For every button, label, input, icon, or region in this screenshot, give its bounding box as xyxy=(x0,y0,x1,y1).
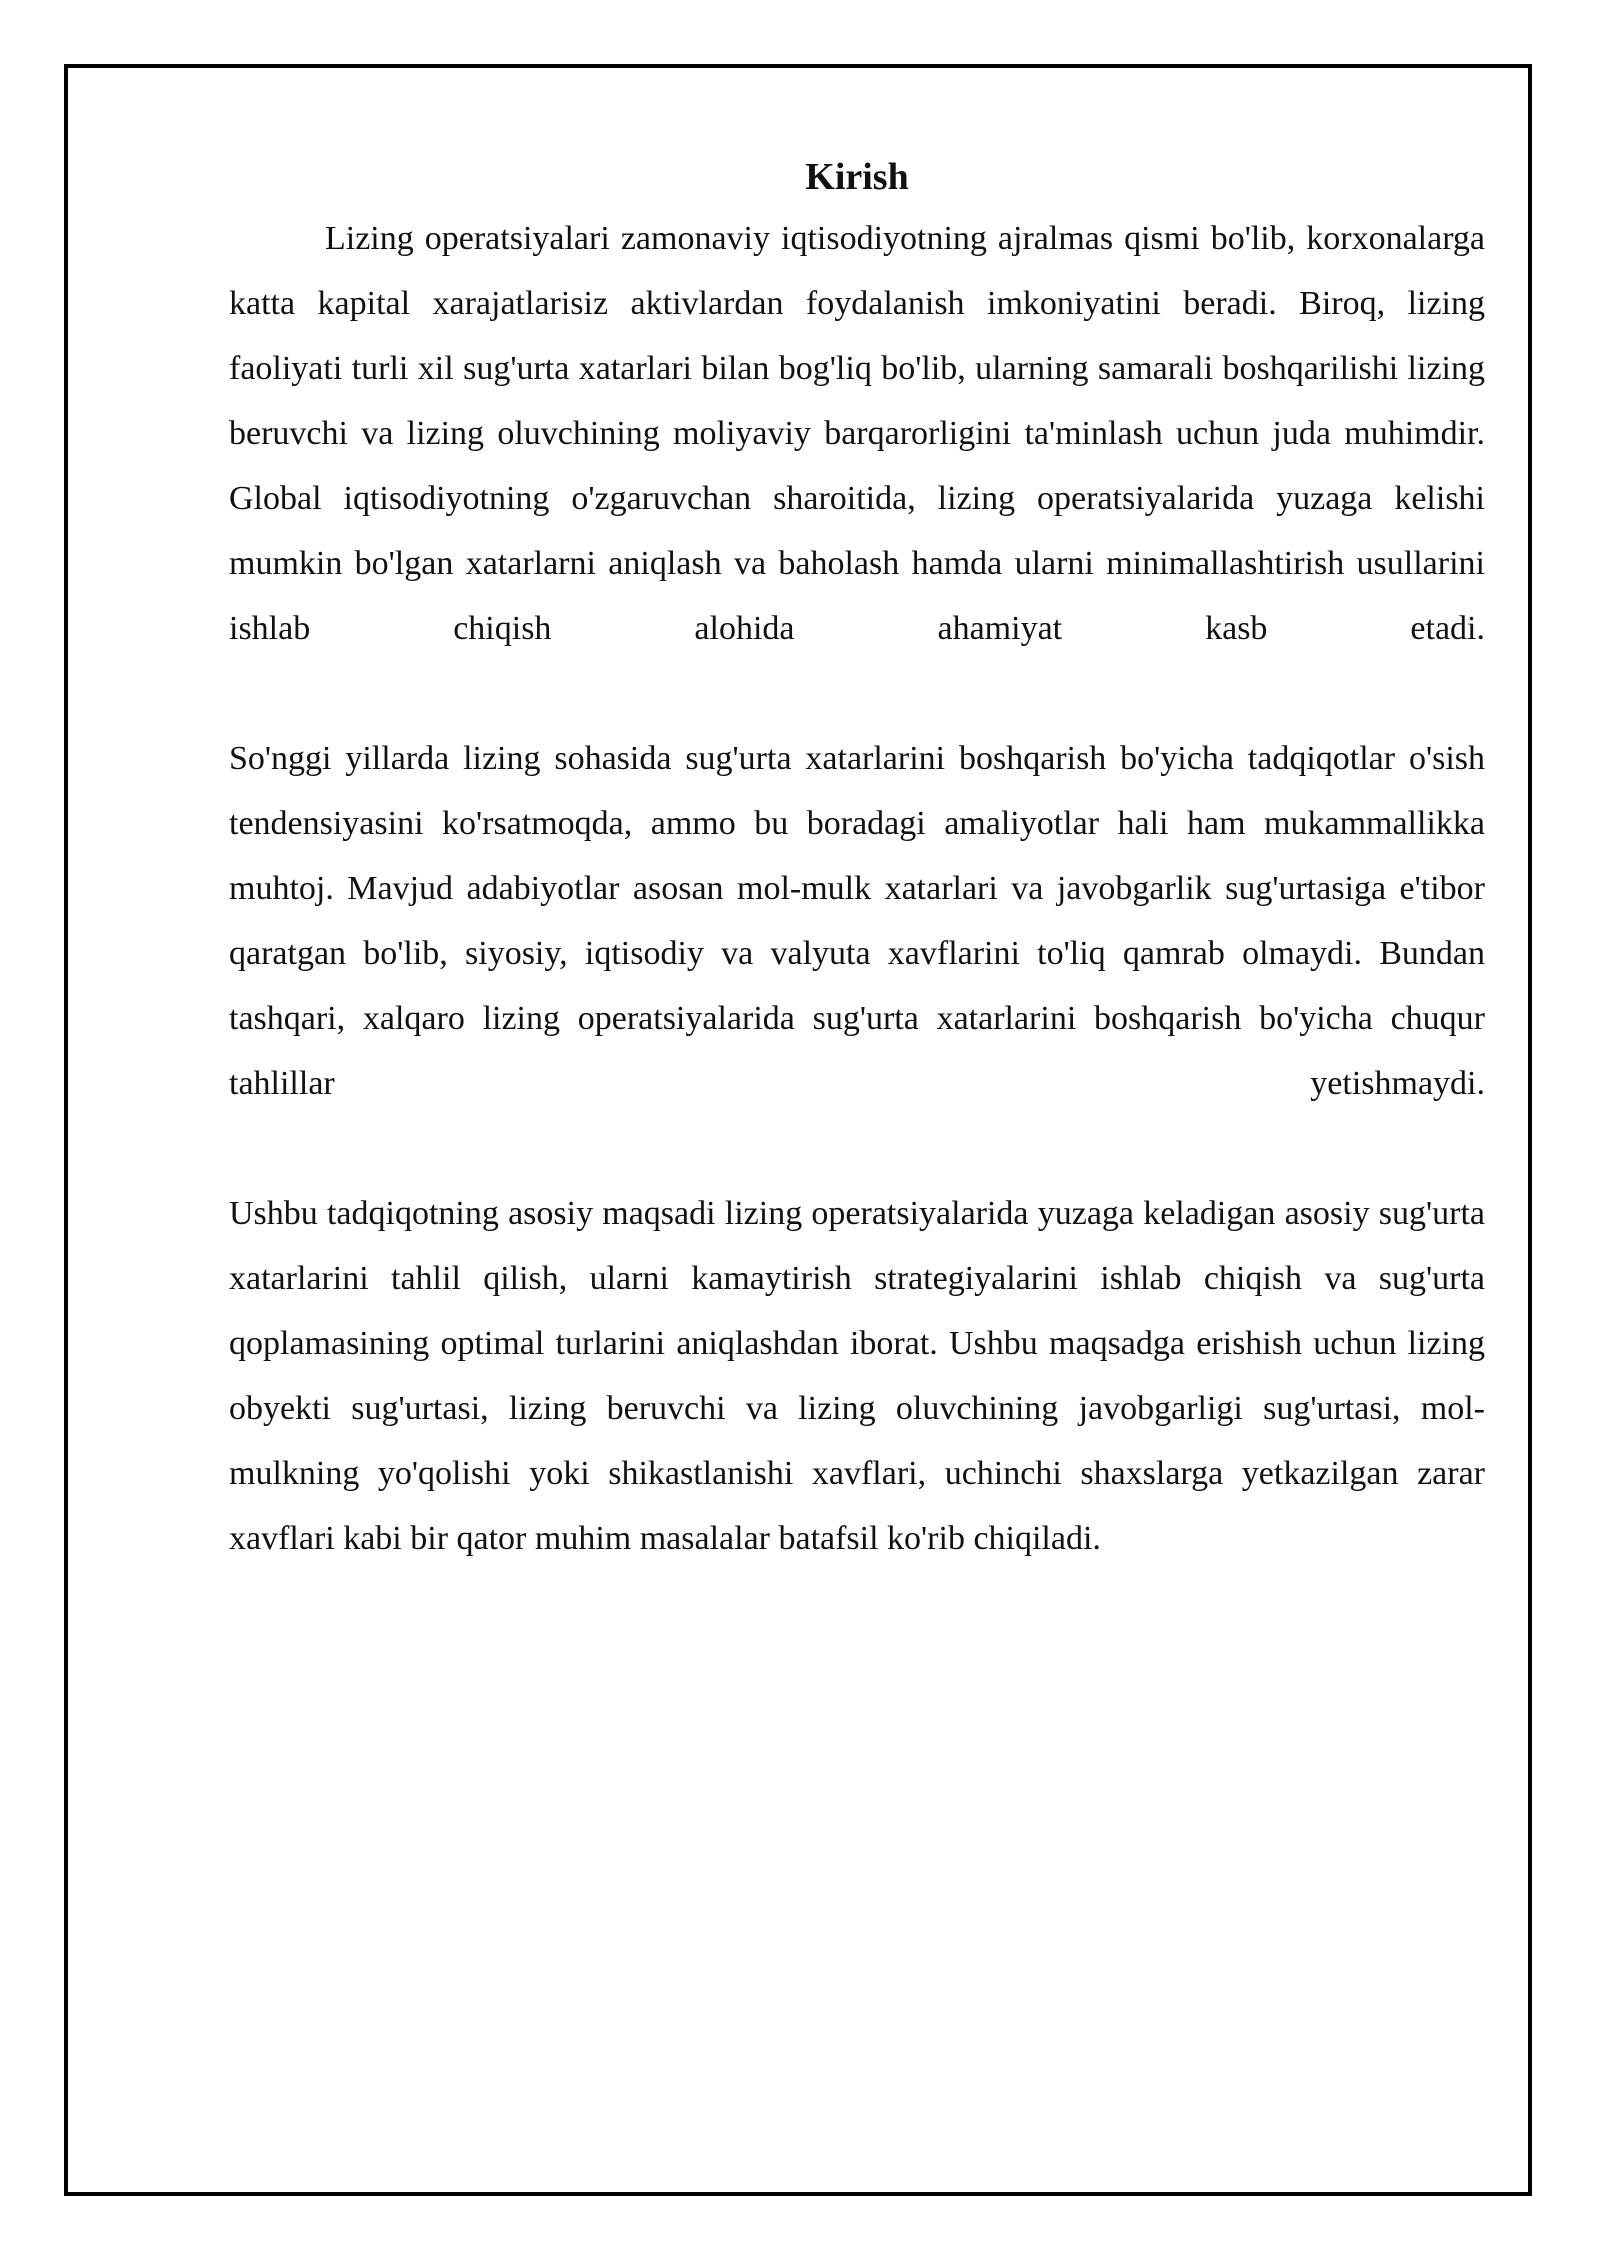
paragraph-intro: Lizing operatsiyalari zamonaviy iqtisodiyotning ajralmas qismi bo'lib, korxonalarga katta kapital xarajatlarisiz aktivlardan foydalanish imkoniyatini beradi. Biroq, lizing faoliyati turli xil sug'urta xatarlari bilan bog'liq bo'lib, ularning samarali boshqarilishi lizing beruvchi va lizing oluvchining moliyaviy barqarorligini ta'minlash uchun juda muhimdir. Global iqtisodiyotning o'zgaruvchan sharoitida, lizing operatsiyalarida yuzaga kelishi mumkin bo'lgan xatarlarni aniqlash va baholash hamda ularni minimallashtirish usullarini ishlab chiqish alohida ahamiyat kasb etadi. xyxy=(229,220,1485,647)
document-body xyxy=(229,150,1485,1571)
paragraph-research-goal: Ushbu tadqiqotning asosiy maqsadi lizing operatsiyalarida yuzaga keladigan asosiy sug'urta xatarlarini tahlil qilish, ularni kamaytirish strategiyalarini ishlab chiqish va sug'urta qoplamasining optimal turlarini aniqlashdan iborat. Ushbu maqsadga erishish uchun lizing obyekti sug'urtasi, lizing beruvchi va lizing oluvchining javobgarligi sug'urtasi, mol-mulkning yo'qolishi yoki shikastlanishi xavflari, uchinchi shaxslarga yetkazilgan zarar xavflari kabi bir qator muhim masalalar batafsil ko'rib chiqiladi. xyxy=(229,1195,1485,1557)
paragraph-gap xyxy=(229,661,1485,726)
paragraph-gap xyxy=(229,1116,1485,1181)
paragraph-research-trends: So'nggi yillarda lizing sohasida sug'urta xatarlarini boshqarish bo'yicha tadqiqotlar o'sish tendensiyasini ko'rsatmoqda, ammo bu boradagi amaliyotlar hali ham mukammallikka muhtoj. Mavjud adabiyotlar asosan mol-mulk xatarlari va javobgarlik sug'urtasiga e'tibor qaratgan bo'lib, siyosiy, iqtisodiy va valyuta xavflarini to'liq qamrab olmaydi. Bundan tashqari, xalqaro lizing operatsiyalarida sug'urta xatarlarini boshqarish bo'yicha chuqur tahlillar yetishmaydi. xyxy=(229,740,1485,1102)
document-title: Kirish xyxy=(805,156,909,198)
